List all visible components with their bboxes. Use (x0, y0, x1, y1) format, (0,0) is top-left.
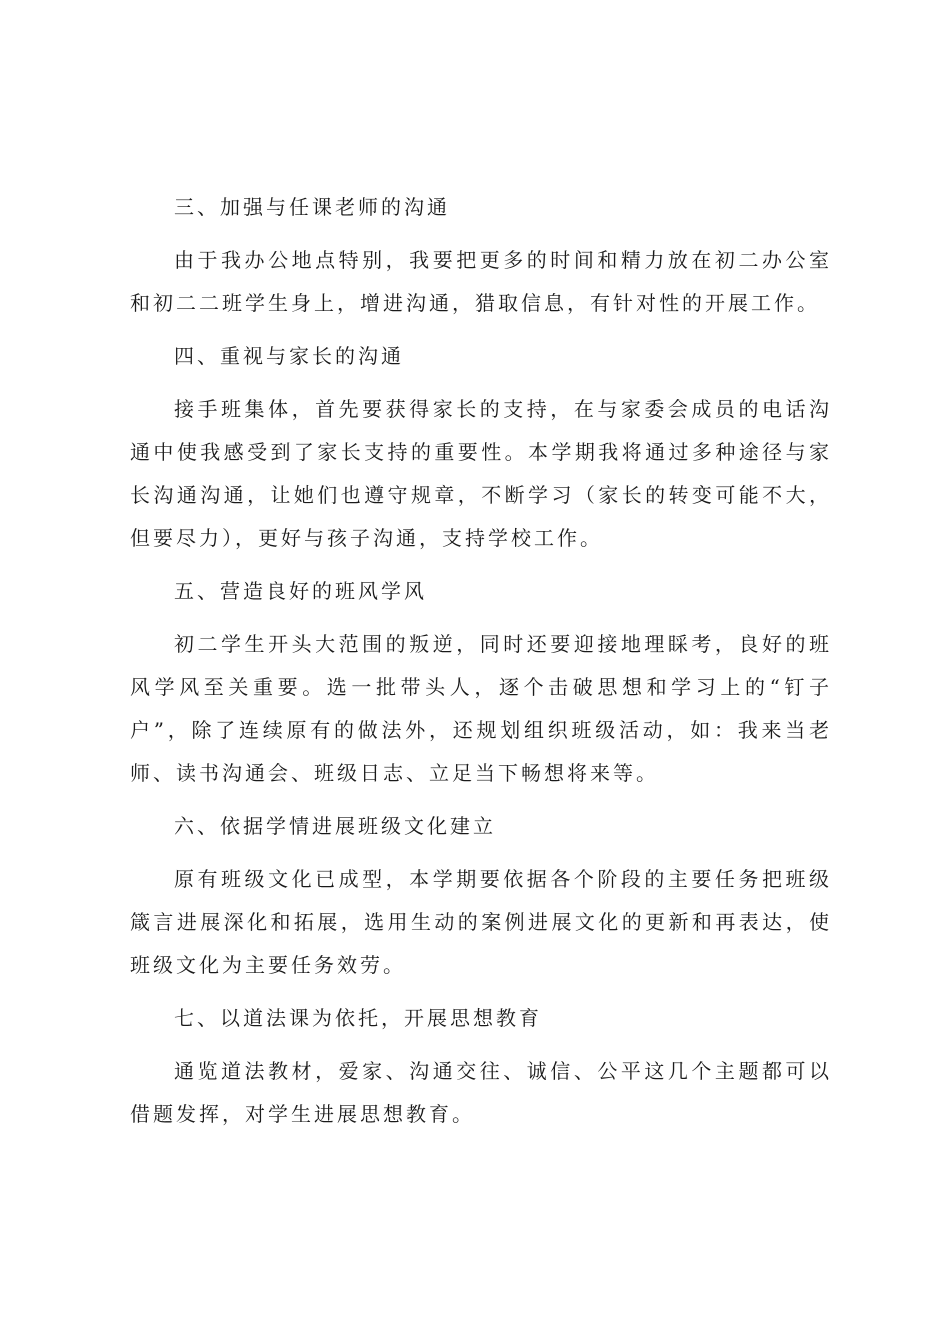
section-heading-5: 五、营造良好的班风学风 (174, 579, 427, 603)
section-paragraph-7: 通览道法教材，爱家、沟通交往、诚信、公平这几个主题都可以借题发挥，对学生进展思想教育。 (130, 1059, 832, 1126)
section-paragraph-5: 初二学生开头大范围的叛逆，同时还要迎接地理睬考，良好的班风学风至关重要。选一批带头人，逐个击破思想和学习上的“钉子户”，除了连续原有的做法外，还规划组织班级活动，如：我来当老师、读书沟通会、班级日志、立足当下畅想将来等。 (130, 632, 832, 785)
section-paragraph-4: 接手班集体，首先要获得家长的支持，在与家委会成员的电话沟通中使我感受到了家长支持的重要性。本学期我将通过多种途径与家长沟通沟通，让她们也遵守规章，不断学习（家长的转变可能不大，但要尽力），更好与孩子沟通，支持学校工作。 (130, 397, 832, 550)
section-heading-6: 六、依据学情进展班级文化建立 (174, 814, 496, 838)
section-heading-4: 四、重视与家长的沟通 (174, 344, 404, 368)
section-heading-7: 七、以道法课为依托，开展思想教育 (174, 1006, 542, 1030)
document-body (130, 186, 832, 1136)
section-heading-3: 三、加强与任课老师的沟通 (174, 195, 450, 219)
section-paragraph-6: 原有班级文化已成型，本学期要依据各个阶段的主要任务把班级箴言进展深化和拓展，选用生动的案例进展文化的更新和再表达，使班级文化为主要任务效劳。 (130, 867, 832, 977)
section-paragraph-3: 由于我办公地点特别，我要把更多的时间和精力放在初二办公室和初二二班学生身上，增进沟通，猎取信息，有针对性的开展工作。 (130, 248, 832, 315)
